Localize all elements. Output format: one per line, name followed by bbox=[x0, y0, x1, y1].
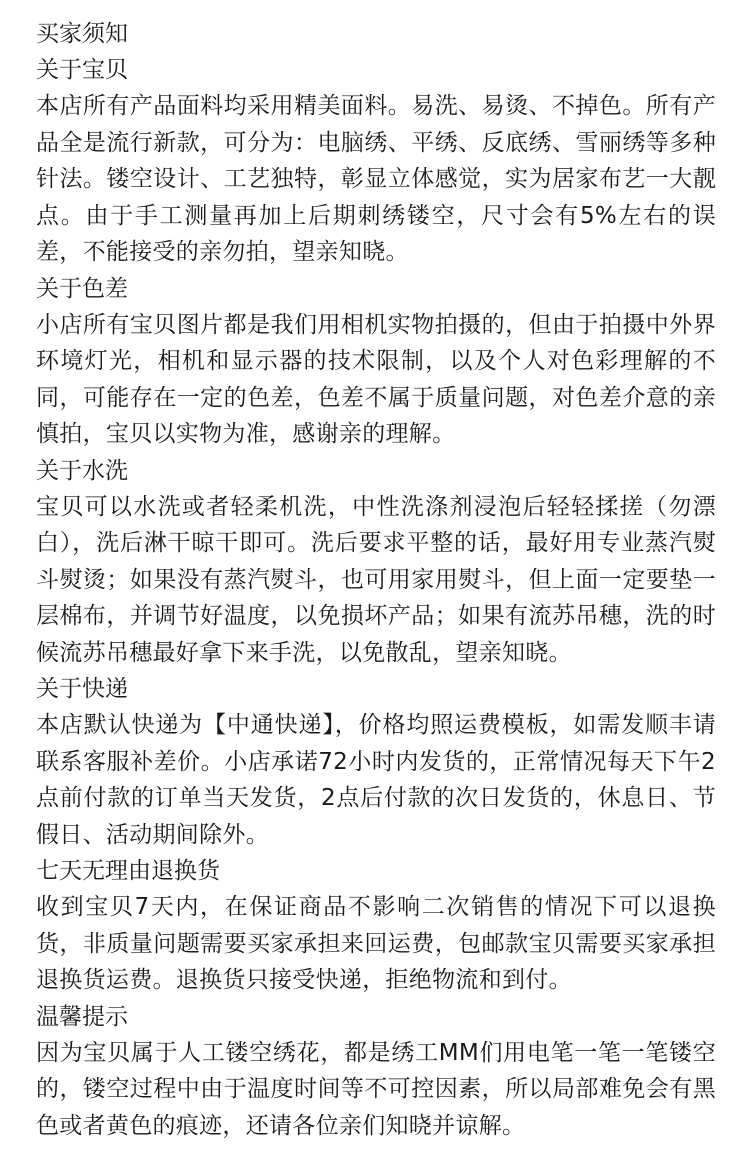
section-body-returns: 收到宝贝7天内，在保证商品不影响二次销售的情况下可以退换货，非质量问题需要买家承担来回运费，包邮款宝贝需要买家承担退换货运费。退换货只接受快递，拒绝物流和到付。 bbox=[36, 894, 716, 993]
section-heading-washing: 关于水洗 bbox=[36, 457, 128, 484]
section-body-product: 本店所有产品面料均采用精美面料。易洗、易烫、不掉色。所有产品全是流行新款，可分为：电脑绣、平绣、反底绣、雪丽绣等多种针法。镂空设计、工艺独特，彰显立体感觉，实为居家布艺一大靓点。由于手工测量再加上后期刺绣镂空，尺寸会有5%左右的误差，不能接受的亲勿拍，望亲知晓。 bbox=[36, 93, 716, 265]
section-body-color-difference: 小店所有宝贝图片都是我们用相机实物拍摄的，但由于拍摄中外界环境灯光，相机和显示器的技术限制，以及个人对色彩理解的不同，可能存在一定的色差，色差不属于质量问题，对色差介意的亲慎拍，宝贝以实物为准，感谢亲的理解。 bbox=[36, 311, 716, 447]
section-heading-returns: 七天无理由退换货 bbox=[36, 858, 220, 884]
section-heading-tips: 温馨提示 bbox=[36, 1003, 128, 1030]
section-heading-color-difference: 关于色差 bbox=[36, 275, 128, 302]
page-title: 买家须知 bbox=[36, 21, 128, 47]
section-body-tips: 因为宝贝属于人工镂空绣花，都是绣工MM们用电笔一笔一笔镂空的，镂空过程中由于温度时间等不可控因素，所以局部难免会有黑色或者黄色的痕迹，还请各位亲们知晓并谅解。 bbox=[36, 1039, 716, 1139]
buyer-notice-document bbox=[36, 16, 716, 1144]
section-body-shipping: 本店默认快递为【中通快递】，价格均照运费模板，如需发顺丰请联系客服补差价。小店承诺72小时内发货的，正常情况每天下午2点前付款的订单当天发货，2点后付款的次日发货的，休息日、节假日、活动期间除外。 bbox=[36, 712, 716, 848]
section-body-washing: 宝贝可以水洗或者轻柔机洗，中性洗涤剂浸泡后轻轻揉搓（勿漂白），洗后淋干晾干即可。洗后要求平整的话，最好用专业蒸汽熨斗熨烫；如果没有蒸汽熨斗，也可用家用熨斗，但上面一定要垫一层棉布，并调节好温度，以免损坏产品；如果有流苏吊穗，洗的时候流苏吊穗最好拿下来手洗，以免散乱，望亲知晓。 bbox=[36, 493, 716, 666]
section-heading-product: 关于宝贝 bbox=[36, 57, 128, 83]
section-heading-shipping: 关于快递 bbox=[36, 676, 128, 702]
